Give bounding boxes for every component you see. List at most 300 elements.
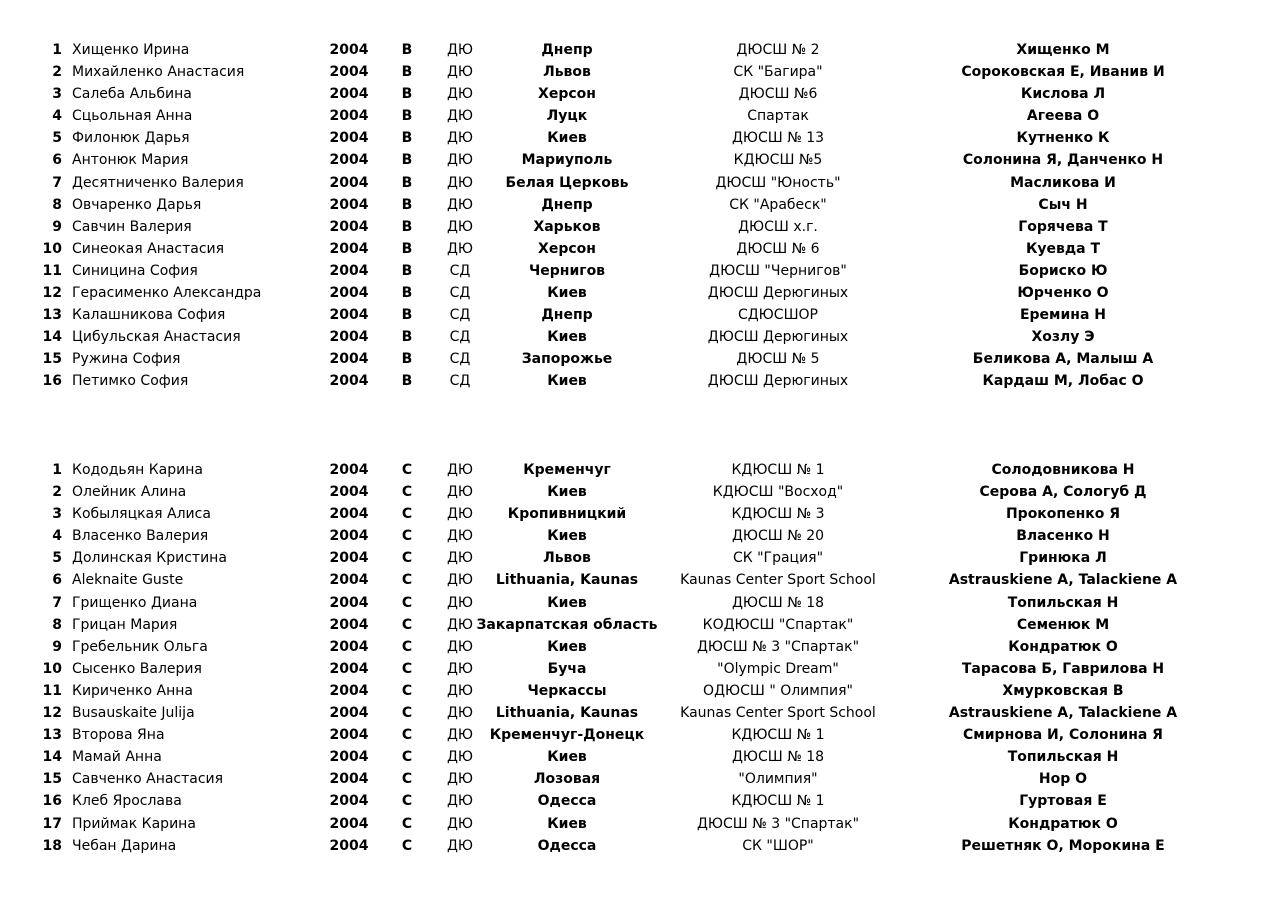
- table-row: [0, 61, 1280, 83]
- row-number: 5: [52, 550, 62, 567]
- birth-year: 2004: [329, 373, 369, 390]
- club: КДЮСШ № 1: [731, 793, 825, 810]
- coach: Топильская Н: [1007, 594, 1119, 611]
- birth-year: 2004: [329, 285, 369, 302]
- category: ДЮ: [446, 550, 474, 567]
- city: Киев: [547, 749, 587, 766]
- table-row: [0, 238, 1280, 260]
- birth-year: 2004: [329, 218, 369, 235]
- coach: Гринюка Л: [1019, 550, 1107, 567]
- athlete-name: Цибульская Анастасия: [72, 329, 241, 346]
- category: ДЮ: [446, 506, 474, 523]
- class-label: B: [401, 174, 413, 191]
- category: ДЮ: [446, 727, 474, 744]
- birth-year: 2004: [329, 682, 369, 699]
- table-row: [0, 636, 1280, 658]
- class-label: C: [401, 727, 413, 744]
- row-number: 3: [52, 86, 62, 103]
- club: ДЮСШ № 18: [731, 594, 825, 611]
- category: ДЮ: [446, 705, 474, 722]
- class-label: C: [401, 638, 413, 655]
- coach: Кардаш М, Лобас О: [982, 373, 1144, 390]
- coach: Хищенко М: [1016, 42, 1110, 58]
- city: Закарпатская область: [476, 616, 658, 633]
- class-label: C: [401, 815, 413, 832]
- row-number: 16: [42, 793, 62, 810]
- birth-year: 2004: [329, 351, 369, 368]
- birth-year: 2004: [329, 64, 369, 81]
- coach: Беликова А, Малыш А: [972, 351, 1154, 368]
- category: ДЮ: [446, 771, 474, 788]
- athlete-name: Хищенко Ирина: [72, 42, 190, 58]
- birth-year: 2004: [329, 196, 369, 213]
- city: Днепр: [541, 42, 593, 58]
- class-label: C: [401, 749, 413, 766]
- athlete-name: Филонюк Дарья: [72, 130, 190, 147]
- row-number: 7: [52, 594, 62, 611]
- row-number: 18: [42, 837, 62, 854]
- city: Херсон: [538, 86, 596, 103]
- birth-year: 2004: [329, 506, 369, 523]
- club: СК "Багира": [733, 64, 823, 81]
- table-row: [0, 569, 1280, 591]
- city: Луцк: [546, 108, 588, 125]
- club: ДЮСШ № 3 "Спартак": [696, 638, 860, 655]
- club: СК "Грация": [732, 550, 824, 567]
- city: Киев: [547, 528, 587, 545]
- athlete-name: Грищенко Диана: [72, 594, 198, 611]
- city: Лозовая: [533, 771, 601, 788]
- row-number: 6: [52, 152, 62, 169]
- class-label: C: [401, 506, 413, 523]
- class-label: B: [401, 86, 413, 103]
- athlete-name: Сысенко Валерия: [72, 660, 202, 677]
- table-row: [0, 260, 1280, 282]
- class-label: B: [401, 240, 413, 257]
- coach: Солодовникова Н: [991, 462, 1135, 478]
- class-label: C: [401, 528, 413, 545]
- table-row: [0, 680, 1280, 702]
- club: СДЮСШОР: [737, 307, 819, 324]
- coach: Власенко Н: [1016, 528, 1110, 545]
- table-row: [0, 835, 1280, 857]
- athlete-name: Aleknaite Guste: [72, 572, 184, 589]
- city: Lithuania, Kaunas: [495, 705, 639, 722]
- row-number: 7: [52, 174, 62, 191]
- athlete-name: Десятниченко Валерия: [72, 174, 244, 191]
- city: Чернигов: [528, 262, 606, 279]
- table-row: [0, 768, 1280, 790]
- class-label: C: [401, 594, 413, 611]
- city: Мариуполь: [521, 152, 613, 169]
- city: Львов: [543, 550, 591, 567]
- city: Херсон: [538, 240, 596, 257]
- category: ДЮ: [446, 64, 474, 81]
- athlete-name: Кододьян Карина: [72, 462, 203, 478]
- athlete-name: Приймак Карина: [72, 815, 196, 832]
- category: СД: [449, 262, 471, 279]
- coach: Тарасова Б, Гаврилова Н: [961, 660, 1165, 677]
- city: Киев: [547, 373, 587, 390]
- class-label: C: [401, 462, 413, 478]
- row-number: 3: [52, 506, 62, 523]
- athlete-name: Синеокая Анастасия: [72, 240, 225, 257]
- coach: Юрченко О: [1017, 285, 1109, 302]
- birth-year: 2004: [329, 240, 369, 257]
- birth-year: 2004: [329, 86, 369, 103]
- athlete-name: Кириченко Анна: [72, 682, 193, 699]
- club: ДЮСШ Дерюгиных: [707, 285, 849, 302]
- row-number: 4: [52, 108, 62, 125]
- city: Киев: [547, 130, 587, 147]
- table-row: [0, 790, 1280, 812]
- category: ДЮ: [446, 616, 474, 633]
- row-number: 6: [52, 572, 62, 589]
- row-number: 1: [52, 462, 62, 478]
- category: СД: [449, 329, 471, 346]
- city: Днепр: [541, 196, 593, 213]
- table-row: [0, 39, 1280, 61]
- club: ДЮСШ № 2: [736, 42, 820, 58]
- city: Днепр: [541, 307, 593, 324]
- row-number: 1: [52, 42, 62, 58]
- birth-year: 2004: [329, 550, 369, 567]
- athlete-name: Клеб Ярослава: [72, 793, 182, 810]
- row-number: 8: [52, 196, 62, 213]
- row-number: 15: [42, 351, 62, 368]
- class-label: B: [401, 285, 413, 302]
- club: СК "Арабеск": [729, 196, 827, 213]
- class-label: B: [401, 329, 413, 346]
- club: СК "ШОР": [742, 837, 814, 854]
- table-row: [0, 127, 1280, 149]
- table-row: [0, 282, 1280, 304]
- row-number: 17: [42, 815, 62, 832]
- birth-year: 2004: [329, 771, 369, 788]
- athlete-name: Антонюк Мария: [72, 152, 189, 169]
- athlete-name: Мамай Анна: [72, 749, 162, 766]
- coach: Еремина Н: [1019, 307, 1107, 324]
- club: ДЮСШ № 20: [731, 528, 825, 545]
- row-number: 12: [42, 705, 62, 722]
- birth-year: 2004: [329, 616, 369, 633]
- athlete-name: Busauskaite Julija: [72, 705, 195, 722]
- club: ДЮСШ х.г.: [738, 218, 818, 235]
- category: ДЮ: [446, 152, 474, 169]
- birth-year: 2004: [329, 152, 369, 169]
- coach: Кислова Л: [1020, 86, 1106, 103]
- athlete-name: Грицан Мария: [72, 616, 178, 633]
- class-label: C: [401, 682, 413, 699]
- club: ДЮСШ Дерюгиных: [707, 373, 849, 390]
- coach: Хмурковская В: [1002, 682, 1124, 699]
- birth-year: 2004: [329, 484, 369, 501]
- club: ДЮСШ "Чернигов": [709, 262, 847, 279]
- class-label: B: [401, 130, 413, 147]
- class-label: B: [401, 307, 413, 324]
- athlete-name: Сцьольная Анна: [72, 108, 193, 125]
- club: "Olympic Dream": [717, 660, 839, 677]
- table-row: [0, 149, 1280, 171]
- row-number: 11: [42, 262, 62, 279]
- city: Кременчуг-Донецк: [489, 727, 645, 744]
- table-row: [0, 503, 1280, 525]
- row-number: 2: [52, 64, 62, 81]
- row-number: 5: [52, 130, 62, 147]
- table-row: [0, 348, 1280, 370]
- table-row: [0, 724, 1280, 746]
- birth-year: 2004: [329, 329, 369, 346]
- birth-year: 2004: [329, 660, 369, 677]
- class-label: C: [401, 616, 413, 633]
- birth-year: 2004: [329, 572, 369, 589]
- club: КДЮСШ № 1: [731, 727, 825, 744]
- table-row: [0, 304, 1280, 326]
- club: КДЮСШ №5: [733, 152, 823, 169]
- athlete-name: Петимко София: [72, 373, 189, 390]
- row-number: 11: [42, 682, 62, 699]
- table-row: [0, 326, 1280, 348]
- table-row: [0, 746, 1280, 768]
- category: ДЮ: [446, 462, 474, 478]
- athlete-name: Овчаренко Дарья: [72, 196, 202, 213]
- birth-year: 2004: [329, 307, 369, 324]
- class-label: C: [401, 837, 413, 854]
- club: ДЮСШ № 6: [736, 240, 820, 257]
- row-number: 16: [42, 373, 62, 390]
- athlete-name: Второва Яна: [72, 727, 165, 744]
- athlete-name: Гребельник Ольга: [72, 638, 208, 655]
- class-label: C: [401, 660, 413, 677]
- table-row: [0, 813, 1280, 835]
- class-label: C: [401, 771, 413, 788]
- club: Kaunas Center Sport School: [680, 572, 876, 589]
- city: Одесса: [537, 793, 597, 810]
- club: Спартак: [747, 108, 809, 125]
- table-row: [0, 547, 1280, 569]
- athlete-name: Савчин Валерия: [72, 218, 192, 235]
- class-label: C: [401, 550, 413, 567]
- city: Одесса: [537, 837, 597, 854]
- class-label: C: [401, 705, 413, 722]
- coach: Смирнова И, Солонина Я: [963, 727, 1163, 744]
- coach: Сыч Н: [1038, 196, 1088, 213]
- athlete-name: Олейник Алина: [72, 484, 187, 501]
- table-row: [0, 525, 1280, 547]
- city: Львов: [543, 64, 591, 81]
- birth-year: 2004: [329, 638, 369, 655]
- coach: Солонина Я, Данченко Н: [962, 152, 1164, 169]
- club: ДЮСШ № 18: [731, 749, 825, 766]
- participants-table-class-b: [0, 39, 1280, 393]
- category: ДЮ: [446, 572, 474, 589]
- club: КДЮСШ № 3: [731, 506, 825, 523]
- table-row: [0, 481, 1280, 503]
- table-row: [0, 194, 1280, 216]
- city: Киев: [547, 285, 587, 302]
- athlete-name: Михайленко Анастасия: [72, 64, 245, 81]
- club: ДЮСШ Дерюгиных: [707, 329, 849, 346]
- city: Черкассы: [527, 682, 607, 699]
- city: Кропивницкий: [507, 506, 627, 523]
- city: Lithuania, Kaunas: [495, 572, 639, 589]
- class-label: B: [401, 218, 413, 235]
- birth-year: 2004: [329, 262, 369, 279]
- coach: Astrauskiene A, Talackiene A: [948, 572, 1178, 589]
- category: СД: [449, 285, 471, 302]
- category: ДЮ: [446, 682, 474, 699]
- athlete-name: Власенко Валерия: [72, 528, 209, 545]
- category: ДЮ: [446, 815, 474, 832]
- row-number: 4: [52, 528, 62, 545]
- category: ДЮ: [446, 196, 474, 213]
- row-number: 9: [52, 218, 62, 235]
- row-number: 14: [42, 749, 62, 766]
- club: ДЮСШ "Юность": [715, 174, 841, 191]
- club: ДЮСШ № 5: [736, 351, 820, 368]
- club: КДЮСШ "Восход": [712, 484, 844, 501]
- coach: Бориско Ю: [1018, 262, 1108, 279]
- class-label: B: [401, 262, 413, 279]
- category: ДЮ: [446, 594, 474, 611]
- category: ДЮ: [446, 749, 474, 766]
- birth-year: 2004: [329, 727, 369, 744]
- club: "Олимпия": [738, 771, 818, 788]
- birth-year: 2004: [329, 174, 369, 191]
- class-label: B: [401, 373, 413, 390]
- coach: Масликова И: [1010, 174, 1116, 191]
- birth-year: 2004: [329, 528, 369, 545]
- coach: Прокопенко Я: [1005, 506, 1121, 523]
- birth-year: 2004: [329, 749, 369, 766]
- birth-year: 2004: [329, 705, 369, 722]
- city: Киев: [547, 594, 587, 611]
- club: ДЮСШ № 13: [731, 130, 825, 147]
- coach: Сороковская Е, Иванив И: [961, 64, 1165, 81]
- category: СД: [449, 351, 471, 368]
- coach: Astrauskiene A, Talackiene A: [948, 705, 1178, 722]
- athlete-name: Синицина София: [72, 262, 198, 279]
- birth-year: 2004: [329, 108, 369, 125]
- coach: Кутненко К: [1016, 130, 1110, 147]
- category: ДЮ: [446, 130, 474, 147]
- coach: Кондратюк О: [1008, 638, 1118, 655]
- table-row: [0, 83, 1280, 105]
- club: Kaunas Center Sport School: [680, 705, 876, 722]
- athlete-name: Герасименко Александра: [72, 285, 262, 302]
- participants-table-class-c: [0, 459, 1280, 857]
- row-number: 10: [42, 240, 62, 257]
- club: КОДЮСШ "Спартак": [702, 616, 854, 633]
- row-number: 13: [42, 727, 62, 744]
- athlete-name: Ружина София: [72, 351, 181, 368]
- athlete-name: Кобыляцкая Алиса: [72, 506, 211, 523]
- coach: Решетняк О, Морокина Е: [961, 837, 1165, 854]
- city: Харьков: [533, 218, 601, 235]
- club: ДЮСШ № 3 "Спартак": [696, 815, 860, 832]
- coach: Горячева Т: [1018, 218, 1108, 235]
- athlete-name: Салеба Альбина: [72, 86, 192, 103]
- city: Запорожье: [521, 351, 613, 368]
- row-number: 10: [42, 660, 62, 677]
- class-label: C: [401, 484, 413, 501]
- category: ДЮ: [446, 793, 474, 810]
- coach: Хозлу Э: [1031, 329, 1095, 346]
- class-label: B: [401, 152, 413, 169]
- category: ДЮ: [446, 837, 474, 854]
- club: КДЮСШ № 1: [731, 462, 825, 478]
- club: ДЮСШ №6: [738, 86, 818, 103]
- row-number: 2: [52, 484, 62, 501]
- table-row: [0, 592, 1280, 614]
- row-number: 15: [42, 771, 62, 788]
- category: ДЮ: [446, 218, 474, 235]
- class-label: B: [401, 196, 413, 213]
- table-row: [0, 105, 1280, 127]
- birth-year: 2004: [329, 594, 369, 611]
- athlete-name: Долинская Кристина: [72, 550, 227, 567]
- table-row: [0, 614, 1280, 636]
- class-label: B: [401, 64, 413, 81]
- category: ДЮ: [446, 86, 474, 103]
- category: ДЮ: [446, 174, 474, 191]
- city: Кременчуг: [523, 462, 611, 478]
- city: Белая Церковь: [505, 174, 629, 191]
- class-label: B: [401, 351, 413, 368]
- row-number: 14: [42, 329, 62, 346]
- athlete-name: Чебан Дарина: [72, 837, 177, 854]
- category: СД: [449, 373, 471, 390]
- city: Буча: [547, 660, 587, 677]
- city: Киев: [547, 484, 587, 501]
- row-number: 12: [42, 285, 62, 302]
- table-row: [0, 216, 1280, 238]
- athlete-name: Савченко Анастасия: [72, 771, 224, 788]
- category: ДЮ: [446, 528, 474, 545]
- birth-year: 2004: [329, 793, 369, 810]
- class-label: C: [401, 793, 413, 810]
- category: ДЮ: [446, 484, 474, 501]
- category: ДЮ: [446, 638, 474, 655]
- coach: Куевда Т: [1025, 240, 1101, 257]
- city: Киев: [547, 815, 587, 832]
- birth-year: 2004: [329, 42, 369, 58]
- table-row: [0, 658, 1280, 680]
- birth-year: 2004: [329, 130, 369, 147]
- category: ДЮ: [446, 108, 474, 125]
- coach: Семенюк М: [1016, 616, 1110, 633]
- coach: Гуртовая Е: [1019, 793, 1107, 810]
- coach: Нор О: [1038, 771, 1088, 788]
- city: Киев: [547, 329, 587, 346]
- class-label: B: [401, 108, 413, 125]
- coach: Кондратюк О: [1008, 815, 1118, 832]
- table-row: [0, 459, 1280, 481]
- birth-year: 2004: [329, 837, 369, 854]
- athlete-name: Калашникова София: [72, 307, 226, 324]
- category: ДЮ: [446, 660, 474, 677]
- category: СД: [449, 307, 471, 324]
- table-row: [0, 370, 1280, 392]
- row-number: 8: [52, 616, 62, 633]
- table-row: [0, 172, 1280, 194]
- coach: Серова А, Сологуб Д: [979, 484, 1147, 501]
- birth-year: 2004: [329, 815, 369, 832]
- category: ДЮ: [446, 240, 474, 257]
- birth-year: 2004: [329, 462, 369, 478]
- table-row: [0, 702, 1280, 724]
- club: ОДЮСШ " Олимпия": [703, 682, 853, 699]
